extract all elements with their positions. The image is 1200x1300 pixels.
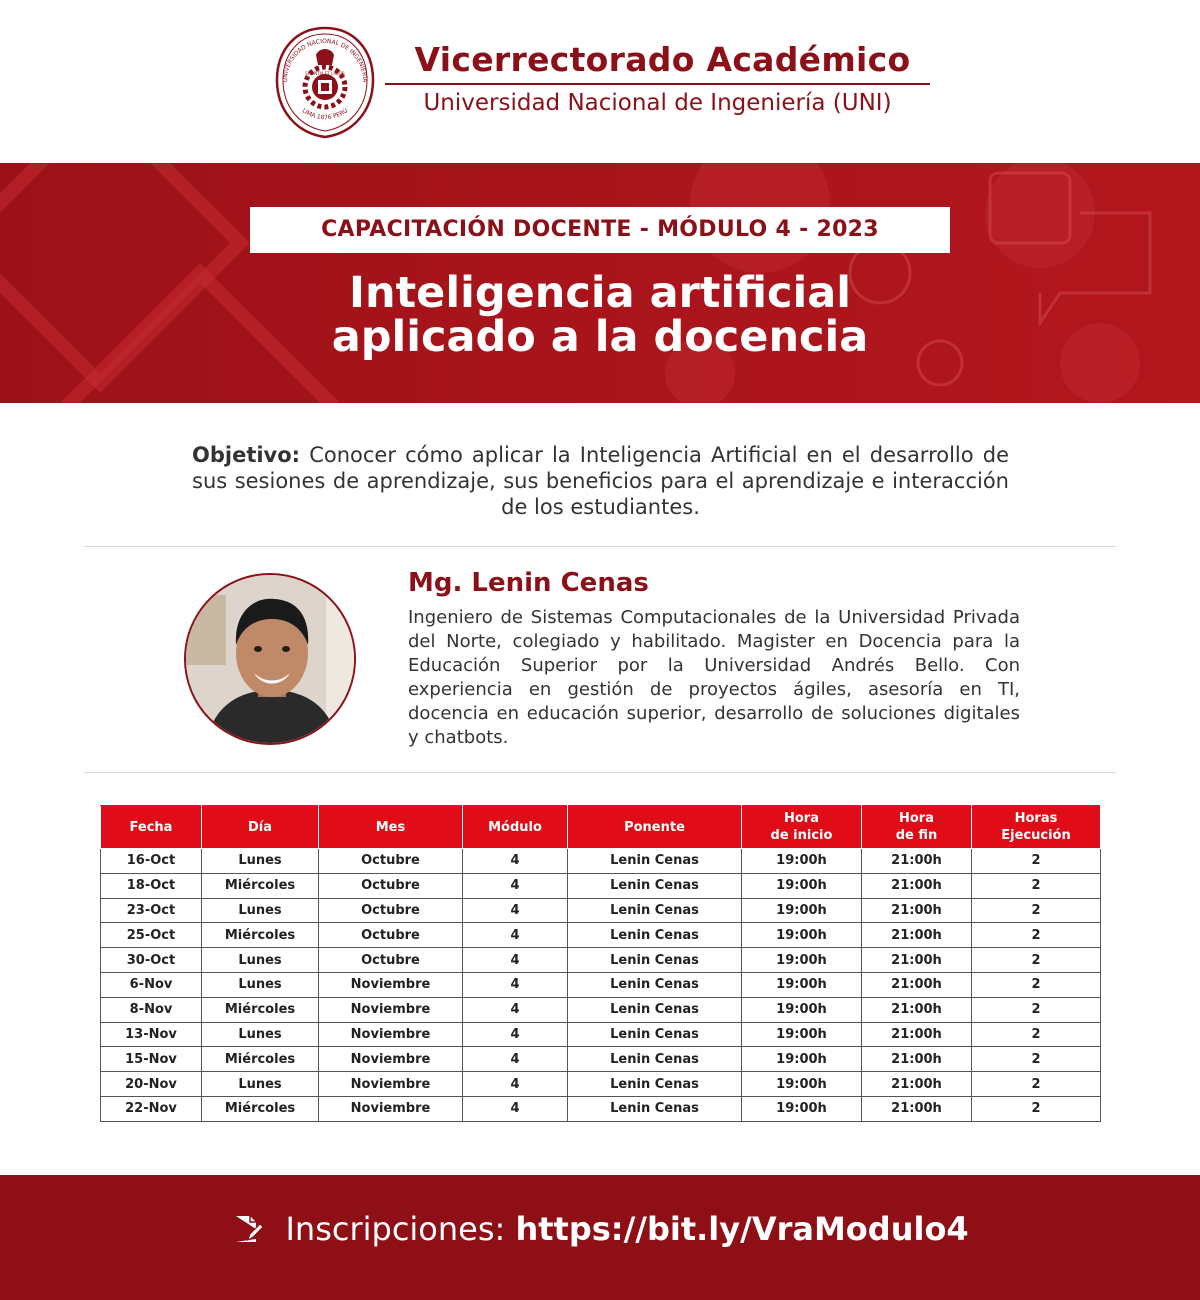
cell-modulo: 4 bbox=[463, 898, 568, 923]
cell-hora-inicio: 19:00h bbox=[742, 923, 862, 948]
column-header-modulo: Módulo bbox=[463, 806, 568, 849]
hero-banner bbox=[0, 163, 1200, 403]
cell-dia: Lunes bbox=[202, 849, 319, 874]
cell-dia: Miércoles bbox=[202, 923, 319, 948]
cell-dia: Miércoles bbox=[202, 997, 319, 1022]
course-title bbox=[200, 268, 1000, 362]
cell-fecha: 16-Oct bbox=[101, 849, 202, 874]
column-header-mes: Mes bbox=[319, 806, 463, 849]
cell-hora-fin: 21:00h bbox=[862, 849, 972, 874]
cell-ponente: Lenin Cenas bbox=[568, 873, 742, 898]
table-row bbox=[101, 1047, 1101, 1072]
cell-horas-ejecucion: 2 bbox=[972, 873, 1101, 898]
cell-mes: Octubre bbox=[319, 873, 463, 898]
cell-dia: Lunes bbox=[202, 1022, 319, 1047]
table-row bbox=[101, 898, 1101, 923]
table-row bbox=[101, 948, 1101, 973]
header-subtitle: Universidad Nacional de Ingeniería (UNI) bbox=[423, 90, 892, 116]
cell-dia: Miércoles bbox=[202, 873, 319, 898]
schedule-table-body bbox=[101, 849, 1101, 1122]
course-title-line-2: aplicado a la docencia bbox=[331, 312, 869, 362]
objective-label: Objetivo: bbox=[192, 443, 301, 467]
cell-hora-fin: 21:00h bbox=[862, 1072, 972, 1097]
table-row bbox=[101, 1096, 1101, 1121]
cell-ponente: Lenin Cenas bbox=[568, 1096, 742, 1121]
cell-hora-fin: 21:00h bbox=[862, 972, 972, 997]
cell-mes: Noviembre bbox=[319, 972, 463, 997]
header-divider bbox=[385, 83, 930, 85]
cell-hora-inicio: 19:00h bbox=[742, 898, 862, 923]
schedule-table bbox=[100, 805, 1101, 1122]
footer bbox=[0, 1175, 1200, 1300]
cell-ponente: Lenin Cenas bbox=[568, 923, 742, 948]
cell-horas-ejecucion: 2 bbox=[972, 923, 1101, 948]
speaker-bio: Ingeniero de Sistemas Computacionales de la Universidad Privada del Norte, colegiado y habilitado. Magister en Docencia para la Educación Superior por la Universidad Andrés Bello. Con experiencia en gestión de proyectos ágiles, asesoría en TI, docencia en educación superior, desarrollo de soluciones digitales y chatbots. bbox=[408, 607, 1020, 748]
cell-fecha: 18-Oct bbox=[101, 873, 202, 898]
cell-modulo: 4 bbox=[463, 1072, 568, 1097]
cell-dia: Lunes bbox=[202, 898, 319, 923]
cell-horas-ejecucion: 2 bbox=[972, 1047, 1101, 1072]
cell-ponente: Lenin Cenas bbox=[568, 1047, 742, 1072]
cell-mes: Noviembre bbox=[319, 1096, 463, 1121]
cell-modulo: 4 bbox=[463, 972, 568, 997]
table-row bbox=[101, 849, 1101, 874]
cell-fecha: 13-Nov bbox=[101, 1022, 202, 1047]
cell-horas-ejecucion: 2 bbox=[972, 1096, 1101, 1121]
registration-label: Inscripciones: bbox=[285, 1210, 506, 1248]
svg-text:UNIVERSIDAD NACIONAL DE INGENI: UNIVERSIDAD NACIONAL DE INGENIERÍA bbox=[281, 37, 369, 83]
cell-horas-ejecucion: 2 bbox=[972, 997, 1101, 1022]
table-row bbox=[101, 997, 1101, 1022]
cell-modulo: 4 bbox=[463, 1022, 568, 1047]
cell-hora-fin: 21:00h bbox=[862, 948, 972, 973]
cell-ponente: Lenin Cenas bbox=[568, 948, 742, 973]
cell-fecha: 25-Oct bbox=[101, 923, 202, 948]
svg-text:SCIENTIA ET LABOR: SCIENTIA ET LABOR bbox=[305, 71, 345, 76]
cell-hora-fin: 21:00h bbox=[862, 923, 972, 948]
cell-hora-fin: 21:00h bbox=[862, 873, 972, 898]
cell-horas-ejecucion: 2 bbox=[972, 1072, 1101, 1097]
speaker-portrait-image bbox=[186, 575, 356, 745]
cell-ponente: Lenin Cenas bbox=[568, 997, 742, 1022]
cell-hora-inicio: 19:00h bbox=[742, 972, 862, 997]
cell-dia: Miércoles bbox=[202, 1096, 319, 1121]
cell-fecha: 30-Oct bbox=[101, 948, 202, 973]
cell-mes: Octubre bbox=[319, 948, 463, 973]
cell-ponente: Lenin Cenas bbox=[568, 1072, 742, 1097]
registration-line bbox=[0, 1210, 1200, 1248]
cell-mes: Noviembre bbox=[319, 1072, 463, 1097]
cell-mes: Octubre bbox=[319, 898, 463, 923]
cell-modulo: 4 bbox=[463, 997, 568, 1022]
table-row bbox=[101, 972, 1101, 997]
cell-mes: Octubre bbox=[319, 849, 463, 874]
cell-modulo: 4 bbox=[463, 923, 568, 948]
cell-fecha: 20-Nov bbox=[101, 1072, 202, 1097]
cell-hora-fin: 21:00h bbox=[862, 997, 972, 1022]
svg-text:LIMA 1876 PERÚ: LIMA 1876 PERÚ bbox=[300, 107, 350, 122]
column-header-hora-fin: Hora de fin bbox=[862, 806, 972, 849]
cell-mes: Octubre bbox=[319, 923, 463, 948]
cell-hora-inicio: 19:00h bbox=[742, 1047, 862, 1072]
header-title: Vicerrectorado Académico bbox=[414, 40, 911, 79]
cell-modulo: 4 bbox=[463, 948, 568, 973]
cell-ponente: Lenin Cenas bbox=[568, 972, 742, 997]
column-header-horas-ejecucion: Horas Ejecución bbox=[972, 806, 1101, 849]
schedule-table-header bbox=[101, 806, 1101, 849]
table-header-row bbox=[101, 806, 1101, 849]
cell-modulo: 4 bbox=[463, 1096, 568, 1121]
course-title-line-1: Inteligencia artificial bbox=[349, 268, 851, 318]
cell-ponente: Lenin Cenas bbox=[568, 849, 742, 874]
speaker-name: Mg. Lenin Cenas bbox=[408, 568, 649, 598]
cell-modulo: 4 bbox=[463, 1047, 568, 1072]
cell-hora-inicio: 19:00h bbox=[742, 948, 862, 973]
cell-fecha: 8-Nov bbox=[101, 997, 202, 1022]
cell-dia: Lunes bbox=[202, 1072, 319, 1097]
cell-mes: Noviembre bbox=[319, 1047, 463, 1072]
cell-hora-inicio: 19:00h bbox=[742, 849, 862, 874]
cell-mes: Noviembre bbox=[319, 997, 463, 1022]
section-divider bbox=[84, 546, 1116, 547]
cell-dia: Miércoles bbox=[202, 1047, 319, 1072]
edit-document-icon bbox=[231, 1213, 263, 1245]
speaker-photo bbox=[184, 573, 356, 745]
cell-hora-fin: 21:00h bbox=[862, 1047, 972, 1072]
cell-horas-ejecucion: 2 bbox=[972, 948, 1101, 973]
cell-horas-ejecucion: 2 bbox=[972, 1022, 1101, 1047]
registration-link[interactable]: https://bit.ly/VraModulo4 bbox=[515, 1210, 969, 1248]
column-header-dia: Día bbox=[202, 806, 319, 849]
cell-fecha: 22-Nov bbox=[101, 1096, 202, 1121]
cell-horas-ejecucion: 2 bbox=[972, 849, 1101, 874]
cell-ponente: Lenin Cenas bbox=[568, 898, 742, 923]
section-divider bbox=[84, 772, 1116, 773]
cell-hora-fin: 21:00h bbox=[862, 1096, 972, 1121]
cell-modulo: 4 bbox=[463, 873, 568, 898]
column-header-hora-inicio: Hora de inicio bbox=[742, 806, 862, 849]
cell-hora-inicio: 19:00h bbox=[742, 1022, 862, 1047]
column-header-ponente: Ponente bbox=[568, 806, 742, 849]
cell-modulo: 4 bbox=[463, 849, 568, 874]
column-header-fecha: Fecha bbox=[101, 806, 202, 849]
table-row bbox=[101, 923, 1101, 948]
cell-mes: Noviembre bbox=[319, 1022, 463, 1047]
cell-fecha: 23-Oct bbox=[101, 898, 202, 923]
university-seal-logo bbox=[274, 25, 376, 140]
cell-hora-fin: 21:00h bbox=[862, 898, 972, 923]
cell-fecha: 6-Nov bbox=[101, 972, 202, 997]
cell-ponente: Lenin Cenas bbox=[568, 1022, 742, 1047]
cell-horas-ejecucion: 2 bbox=[972, 898, 1101, 923]
cell-hora-inicio: 19:00h bbox=[742, 1072, 862, 1097]
course-module-tag: CAPACITACIÓN DOCENTE - MÓDULO 4 - 2023 bbox=[250, 207, 950, 253]
cell-hora-inicio: 19:00h bbox=[742, 873, 862, 898]
cell-fecha: 15-Nov bbox=[101, 1047, 202, 1072]
table-row bbox=[101, 1022, 1101, 1047]
objective-text: Conocer cómo aplicar la Inteligencia Artificial en el desarrollo de sus sesiones de aprendizaje, sus beneficios para el aprendizaje e interacción de los estudiantes. bbox=[192, 443, 1009, 519]
table-row bbox=[101, 873, 1101, 898]
cell-hora-inicio: 19:00h bbox=[742, 1096, 862, 1121]
cell-dia: Lunes bbox=[202, 948, 319, 973]
cell-horas-ejecucion: 2 bbox=[972, 972, 1101, 997]
header bbox=[0, 0, 1200, 163]
cell-hora-inicio: 19:00h bbox=[742, 997, 862, 1022]
objective-paragraph bbox=[192, 442, 1009, 520]
table-row bbox=[101, 1072, 1101, 1097]
cell-dia: Lunes bbox=[202, 972, 319, 997]
cell-hora-fin: 21:00h bbox=[862, 1022, 972, 1047]
